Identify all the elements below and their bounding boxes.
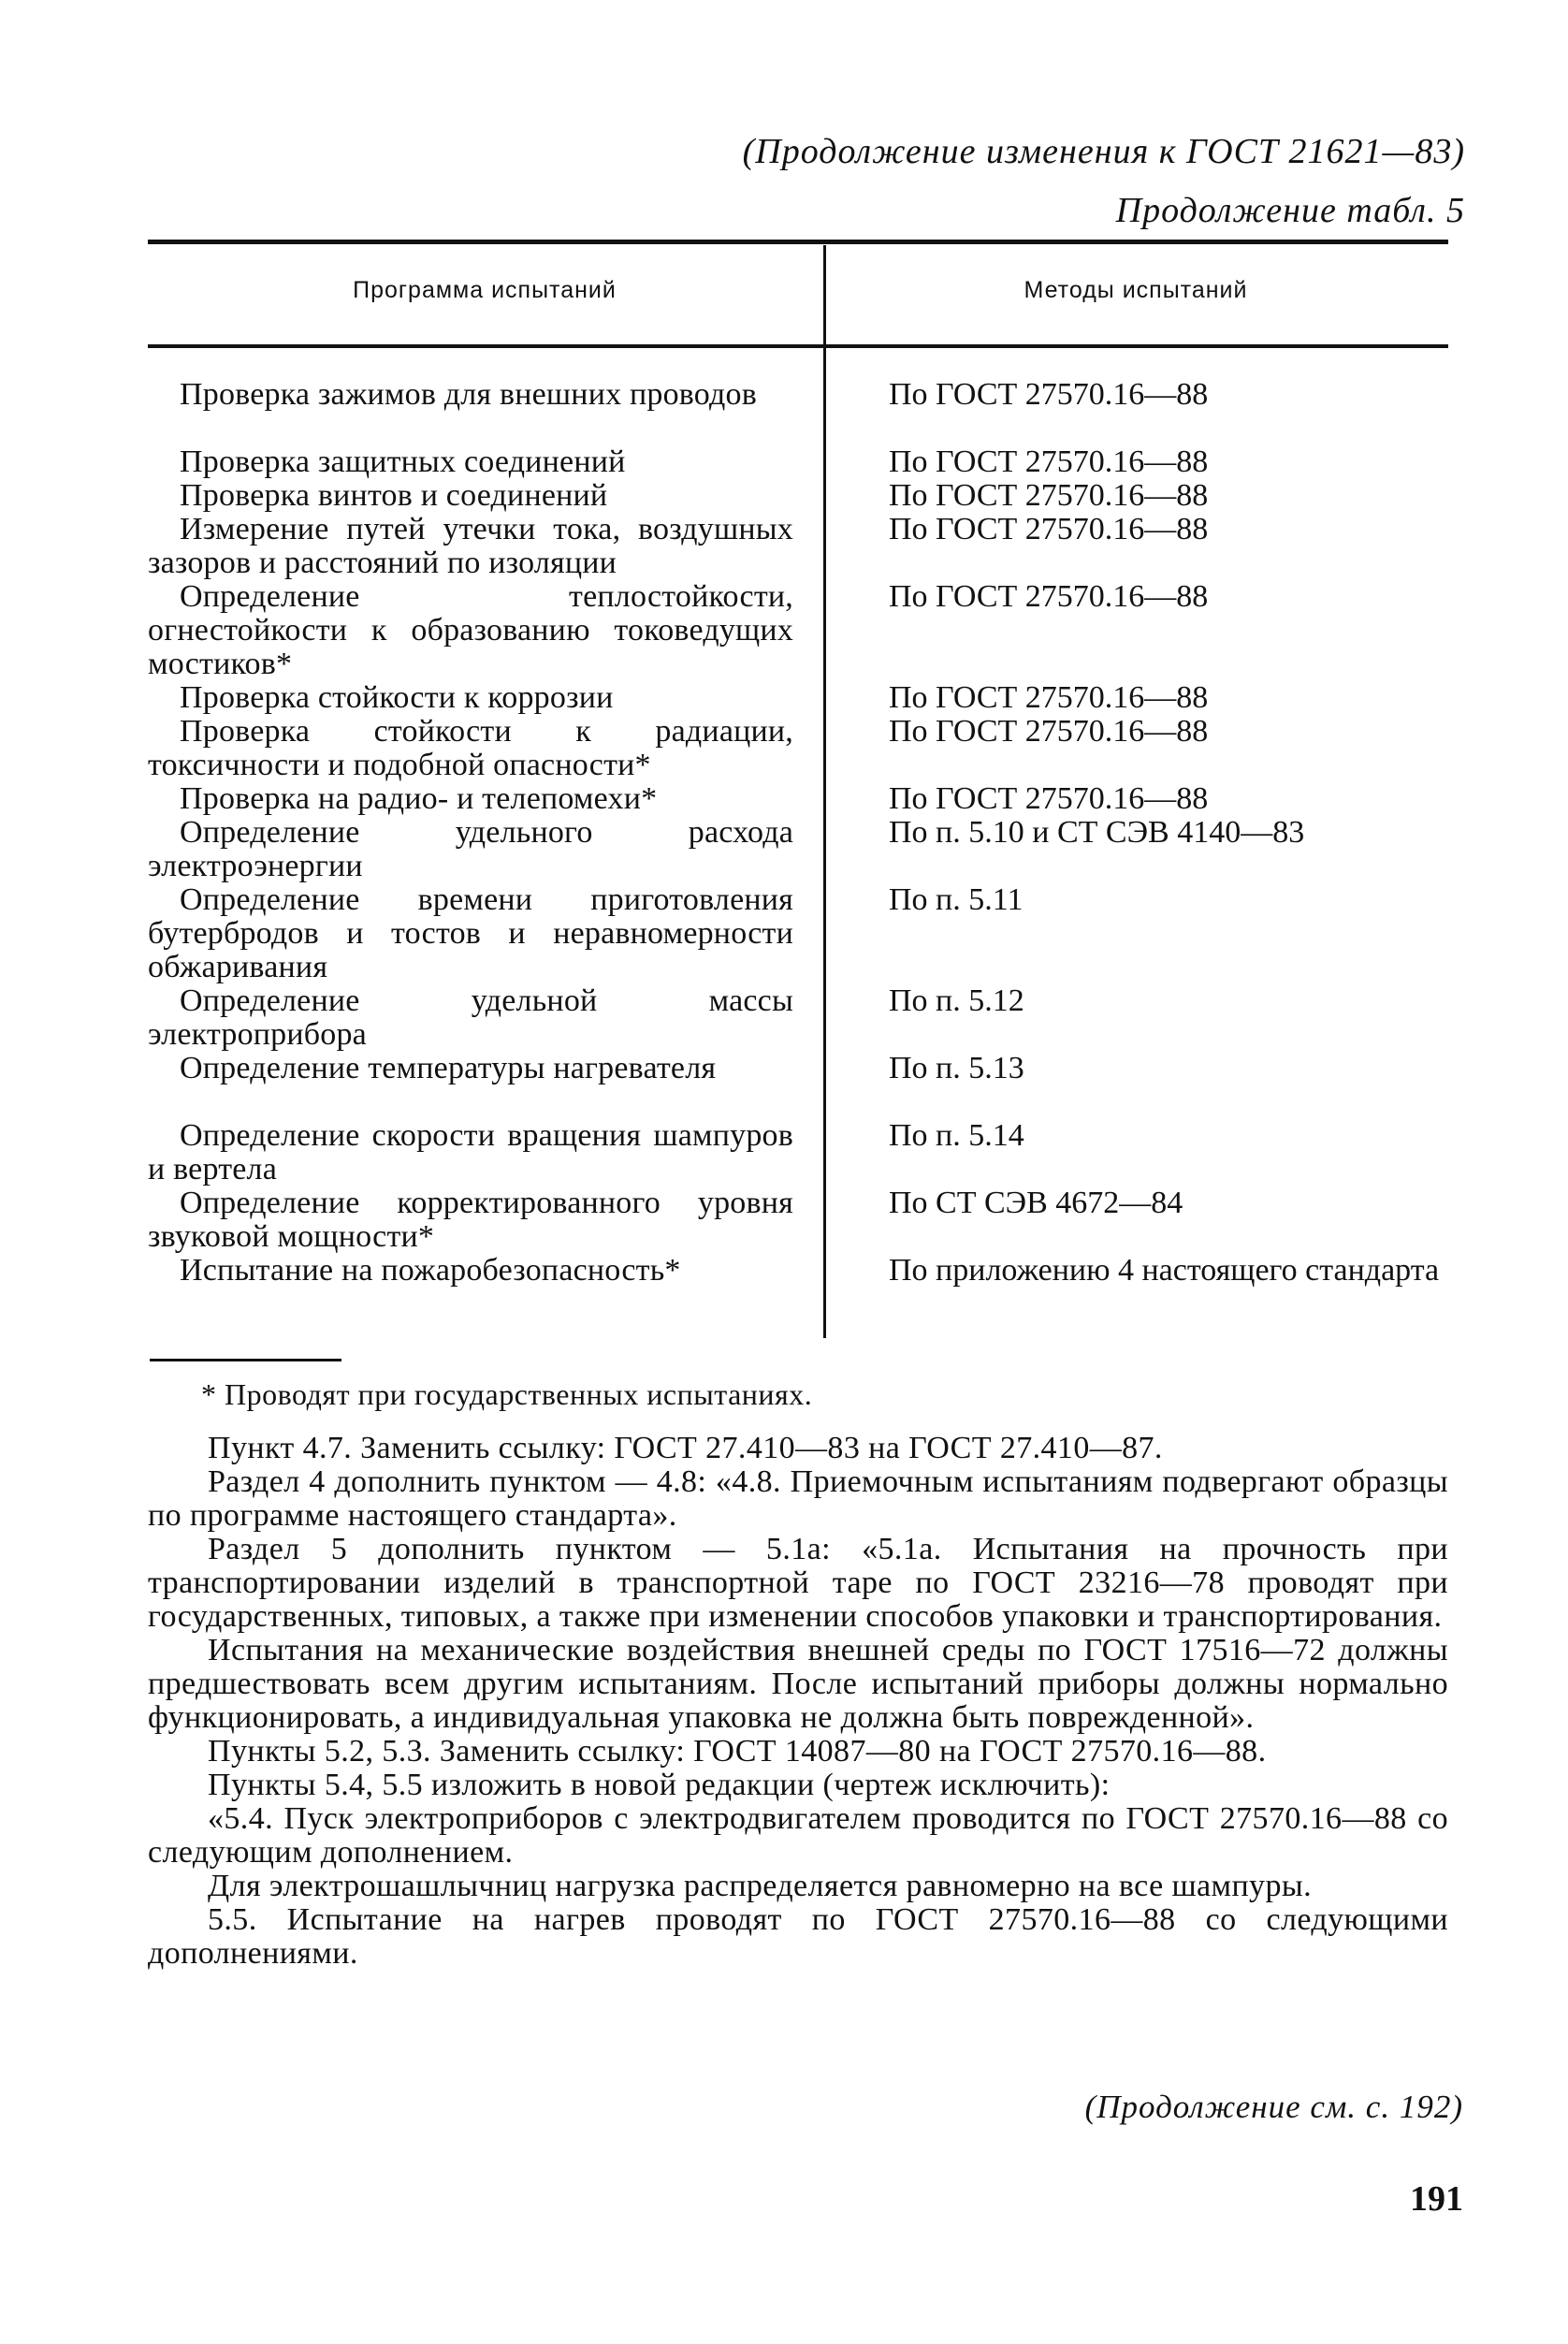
program-cell: Проверка стойкости к коррозии [180,680,614,715]
paragraph: Пункты 5.4, 5.5 изложить в новой редакции (чертеж исключить): [208,1768,1111,1802]
footnote: * Проводят при государственных испытаниях. [201,1377,813,1411]
method-cell: По ГОСТ 27570.16—88 [889,714,1209,749]
program-cell: Измерение путей утечки тока, воздушных зазоров и расстояний по изоляции [148,512,793,580]
program-cell: Проверка стойкости к радиации, токсичности и подобной опасности* [148,714,793,782]
program-cell: Определение удельной массы электроприбора [148,983,793,1052]
method-cell: По ГОСТ 27570.16—88 [889,512,1209,546]
program-cell: Проверка винтов и соединений [180,478,608,513]
program-cell: Определение удельного расхода электроэнергии [148,815,793,883]
column-header-program: Программа испытаний [353,277,617,303]
table-row [0,1254,1568,1321]
paragraph: Для электрошашлычниц нагрузка распределяется равномерно на все шампуры. [208,1869,1313,1903]
method-cell: По ГОСТ 27570.16—88 [889,781,1209,816]
method-cell: По п. 5.13 [889,1051,1024,1085]
page-number: 191 [1410,2179,1463,2219]
column-header-methods: Методы испытаний [1024,277,1248,303]
program-cell: Определение времени приготовления бутербродов и тостов и неравномерности обжаривания [148,882,793,984]
program-cell: Определение корректированного уровня звуковой мощности* [148,1186,793,1254]
table-row [0,816,1568,883]
paragraph: Пункт 4.7. Заменить ссылку: ГОСТ 27.410—83 на ГОСТ 27.410—87. [208,1431,1163,1465]
table-body [0,378,1568,1321]
table-row [0,715,1568,782]
paragraph: «5.4. Пуск электроприборов с электродвигателем проводится по ГОСТ 27570.16—88 со следующим дополнением. [148,1801,1448,1870]
method-cell: По СТ СЭВ 4672—84 [889,1186,1183,1220]
method-cell: По ГОСТ 27570.16—88 [889,444,1209,479]
method-cell: По п. 5.12 [889,983,1024,1018]
table-row [0,984,1568,1052]
amendment-text [148,1432,1448,1971]
program-cell: Определение скорости вращения шампуров и вертела [148,1118,793,1187]
table-row [0,580,1568,681]
method-cell: По п. 5.14 [889,1118,1024,1153]
paragraph: Испытания на механические воздействия внешней среды по ГОСТ 17516—72 должны предшествовать всем другим испытаниям. После испытаний приборы должны нормально функционировать, а индивидуальная упаковка не должна быть поврежденной». [148,1633,1448,1735]
footnote-rule [150,1359,341,1361]
table-row [0,883,1568,984]
program-cell: Проверка зажимов для внешних проводов [180,377,757,412]
program-cell: Определение теплостойкости, огнестойкости к образованию токоведущих мостиков* [148,579,793,681]
table-top-rule [148,240,1448,244]
table-row [0,1119,1568,1187]
amendment-continuation-header: (Продолжение изменения к ГОСТ 21621—83) [742,132,1465,171]
program-cell: Проверка защитных соединений [180,444,626,479]
table-continuation-header: Продолжение табл. 5 [1115,191,1465,230]
table-row [0,1052,1568,1119]
continuation-note: (Продолжение см. с. 192) [1084,2089,1463,2125]
table-row [0,1187,1568,1254]
method-cell: По ГОСТ 27570.16—88 [889,680,1209,715]
table-row [0,378,1568,445]
table-row [0,513,1568,580]
program-cell: Определение температуры нагревателя [180,1051,717,1085]
table-row [0,782,1568,816]
paragraph: Пункты 5.2, 5.3. Заменить ссылку: ГОСТ 14087—80 на ГОСТ 27570.16—88. [208,1734,1267,1769]
method-cell: По приложению 4 настоящего стандарта [889,1253,1440,1288]
paragraph: Раздел 4 дополнить пунктом — 4.8: «4.8. Приемочным испытаниям подвергают образцы по программе настоящего стандарта». [148,1464,1448,1533]
program-cell: Проверка на радио- и телепомехи* [180,781,658,816]
table-header-rule [148,344,1448,348]
method-cell: По ГОСТ 27570.16—88 [889,579,1209,614]
table-header-divider [823,245,826,344]
table-row [0,479,1568,513]
paragraph: 5.5. Испытание на нагрев проводят по ГОСТ 27570.16—88 со следующими дополнениями. [148,1902,1448,1971]
method-cell: По ГОСТ 27570.16—88 [889,377,1209,412]
table-row [0,681,1568,715]
program-cell: Испытание на пожаробезопасность* [180,1253,681,1288]
table-row [0,445,1568,479]
method-cell: По п. 5.11 [889,882,1024,917]
method-cell: По ГОСТ 27570.16—88 [889,478,1209,513]
paragraph: Раздел 5 дополнить пунктом — 5.1а: «5.1а. Испытания на прочность при транспортировании изделий в транспортной таре по ГОСТ 23216—78 проводят при государственных, типовых, а также при изменении способов упаковки и транспортирования. [148,1532,1448,1634]
method-cell: По п. 5.10 и СТ СЭВ 4140—83 [889,815,1305,850]
